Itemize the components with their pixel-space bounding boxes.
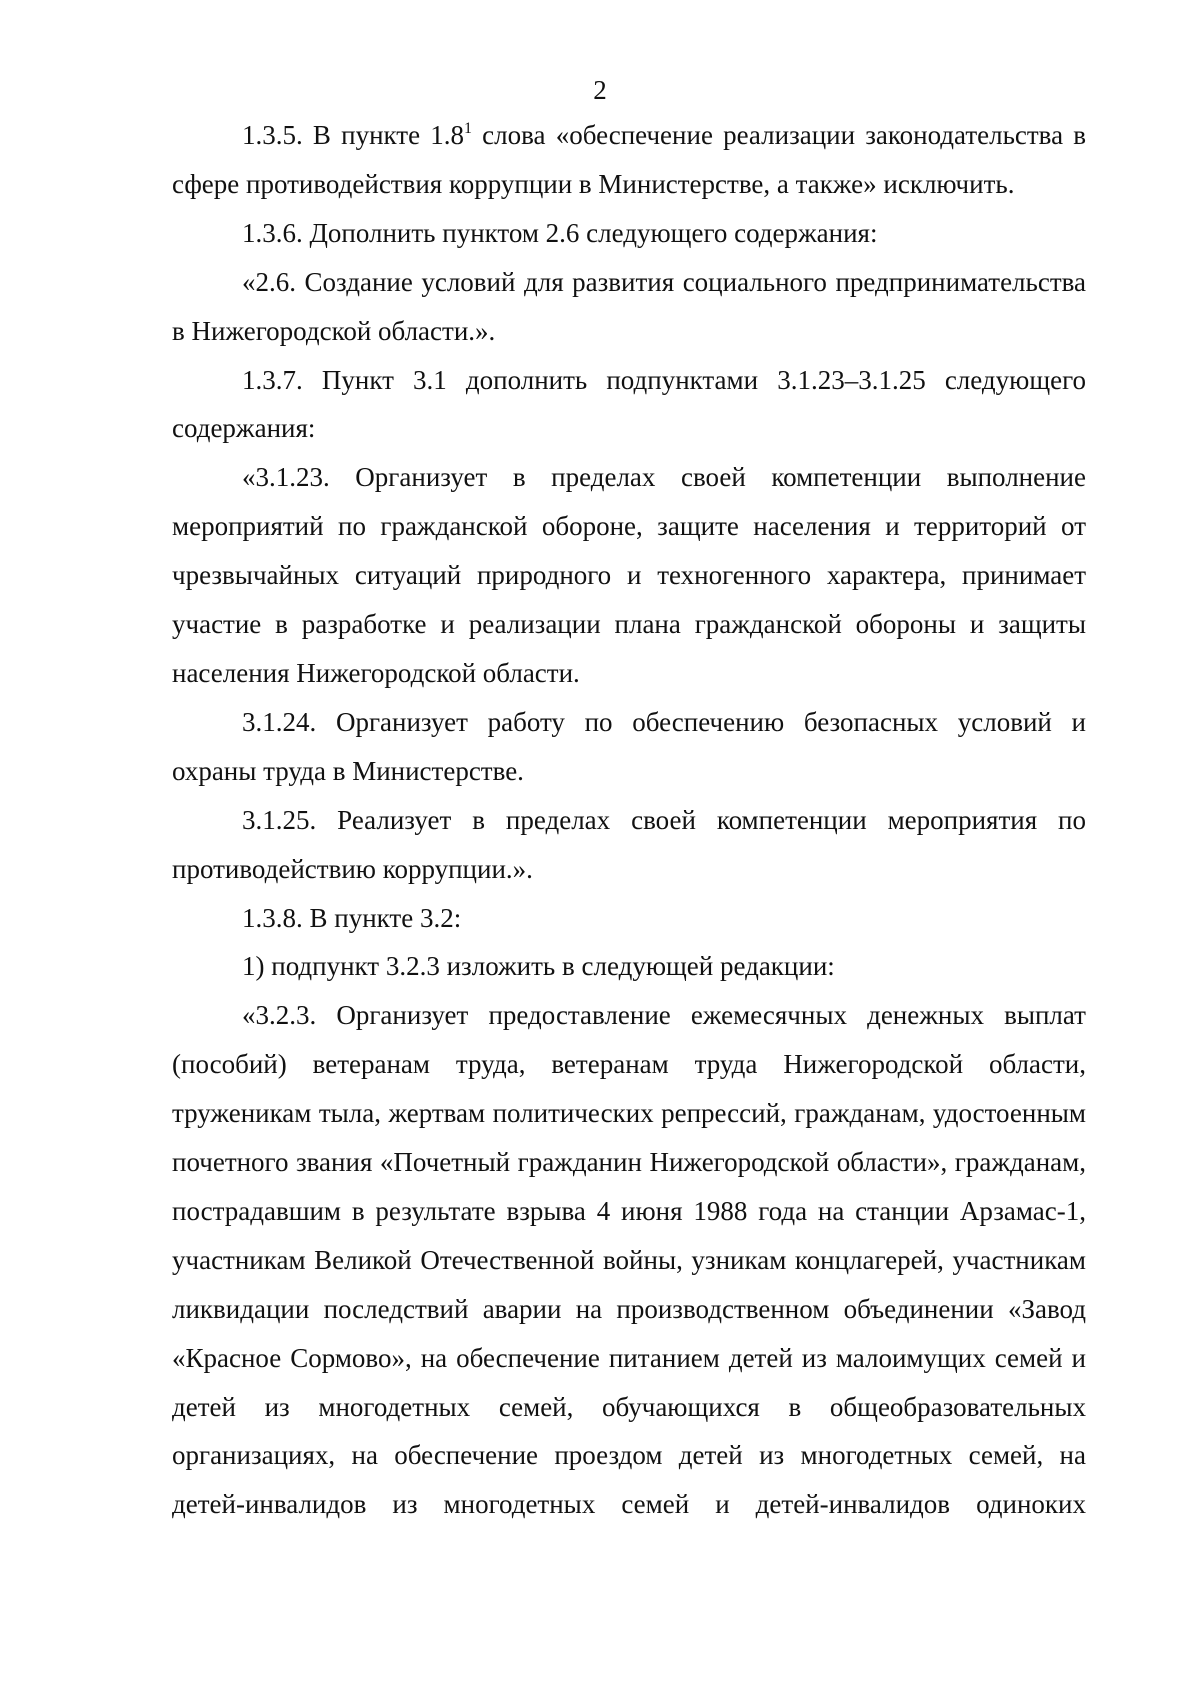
paragraph-subpoint-1: 1) подпункт 3.2.3 изложить в следующей редакции: [242, 951, 835, 982]
document-body [172, 111, 1086, 1529]
paragraph-3-1-24: 3.1.24. Организует работу по обеспечению безопасных условий и охраны труда в Министерстве. [172, 706, 1086, 786]
paragraph-1-3-6: 1.3.6. Дополнить пунктом 2.6 следующего содержания: [242, 217, 878, 248]
paragraph-2-6-quote: «2.6. Создание условий для развития социального предпринимательства в Нижегородской области.». [172, 266, 1086, 346]
paragraph-1-3-7: 1.3.7. Пункт 3.1 дополнить подпунктами 3.1.23–3.1.25 следующего содержания: [172, 364, 1086, 444]
paragraph-3-1-25: 3.1.25. Реализует в пределах своей компетенции мероприятия по противодействию коррупции.». [172, 804, 1086, 884]
paragraph-1-3-5-start: 1.3.5. В пункте 1.8 [242, 120, 464, 150]
paragraph-3-1-23: «3.1.23. Организует в пределах своей компетенции выполнение мероприятий по гражданской обороне, защите населения и территорий от чрезвычайных ситуаций природного и техногенного характера, принимает участие в разработке и реализации плана гражданской обороны и защиты населения Нижегородской области. [172, 462, 1086, 688]
superscript-footnote: 1 [464, 120, 472, 137]
paragraph-1-3-8: 1.3.8. В пункте 3.2: [242, 902, 462, 933]
paragraph-1-3-5-end: слова «обеспечение реализации законодательства в сфере противодействия коррупции в Министерстве, а также» исключить. [172, 120, 1086, 199]
page-number: 2 [593, 75, 607, 105]
paragraph-3-2-3: «3.2.3. Организует предоставление ежемесячных денежных выплат (пособий) ветеранам труда, ветеранам труда Нижегородской области, труженикам тыла, жертвам политических репрессий, гражданам, удостоенным почетного звания «Почетный гражданин Нижегородской области», гражданам, пострадавшим в результате взрыва 4 июня 1988 года на станции Арзамас-1, участникам Великой Отечественной войны, узникам концлагерей, участникам ликвидации последствий аварии на производственном объединении «Завод «Красное Сормово», на обеспечение питанием детей из малоимущих семей и детей из многодетных семей, обучающихся в общеобразовательных организациях, на обеспечение проездом детей из многодетных семей, на детей-инвалидов из многодетных семей и детей-инвалидов одиноких [172, 1000, 1086, 1520]
paragraph-1-3-5 [172, 111, 1086, 209]
